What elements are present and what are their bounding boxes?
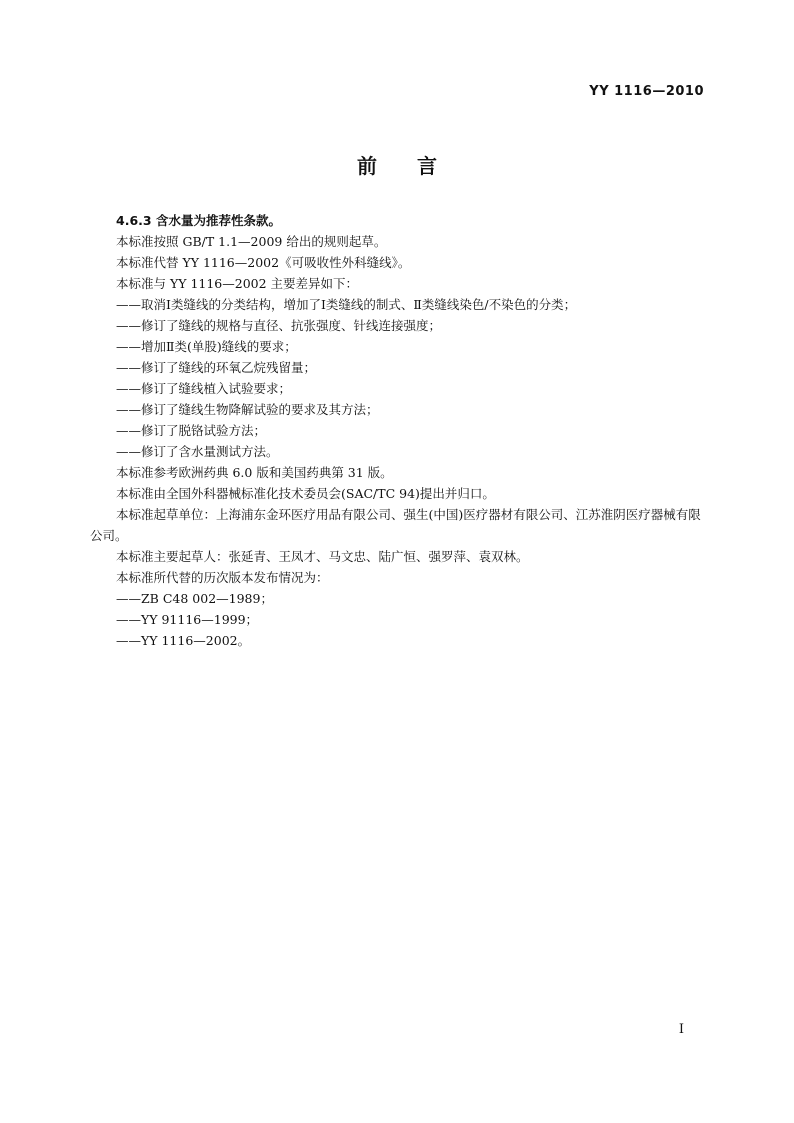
list-item-history: ——YY 91116—1999； — [116, 612, 259, 627]
page-number: I — [678, 1022, 684, 1037]
paragraph-drafting-rules: 本标准按照 GB/T 1.1—2009 给出的规则起草。 — [116, 234, 387, 249]
paragraph-drafters: 本标准主要起草人：张延青、王凤才、马文忠、陆广恒、强罗萍、袁双林。 — [116, 549, 529, 564]
list-item-difference: ——增加Ⅱ类(单股)缝线的要求； — [116, 339, 297, 354]
list-item-history: ——YY 1116—2002。 — [116, 633, 251, 648]
list-item-difference: ——修订了缝线植入试验要求； — [116, 381, 292, 396]
paragraph-drafting-units: 本标准起草单位：上海浦东金环医疗用品有限公司、强生(中国)医疗器材有限公司、江苏淮阴医疗器械有限公司。 — [90, 507, 701, 543]
list-item-history: ——ZB C48 002—1989； — [116, 591, 273, 606]
list-item-difference: ——修订了缝线的环氧乙烷残留量； — [116, 360, 317, 375]
page-title: 前言 — [357, 154, 477, 178]
paragraph-replaces: 本标准代替 YY 1116—2002《可吸收性外科缝线》。 — [116, 255, 411, 270]
list-item-difference: ——修订了缝线的规格与直径、抗张强度、针线连接强度； — [116, 318, 442, 333]
paragraph-references: 本标准参考欧洲药典 6.0 版和美国药典第 31 版。 — [116, 465, 393, 480]
list-item-difference: ——修订了含水量测试方法。 — [116, 444, 279, 459]
paragraph-proposer: 本标准由全国外科器械标准化技术委员会(SAC/TC 94)提出并归口。 — [116, 486, 495, 501]
foreword-body — [90, 210, 704, 651]
paragraph-history-intro: 本标准所代替的历次版本发布情况为： — [116, 570, 329, 585]
list-item-difference: ——取消Ⅰ类缝线的分类结构，增加了Ⅰ类缝线的制式、Ⅱ类缝线染色/不染色的分类； — [116, 297, 577, 312]
list-item-difference: ——修订了脱铬试验方法； — [116, 423, 267, 438]
standard-code: YY 1116—2010 — [589, 84, 704, 99]
paragraph-clause-note: 4.6.3 含水量为推荐性条款。 — [116, 213, 281, 228]
paragraph-differences-intro: 本标准与 YY 1116—2002 主要差异如下： — [116, 276, 359, 291]
list-item-difference: ——修订了缝线生物降解试验的要求及其方法； — [116, 402, 379, 417]
